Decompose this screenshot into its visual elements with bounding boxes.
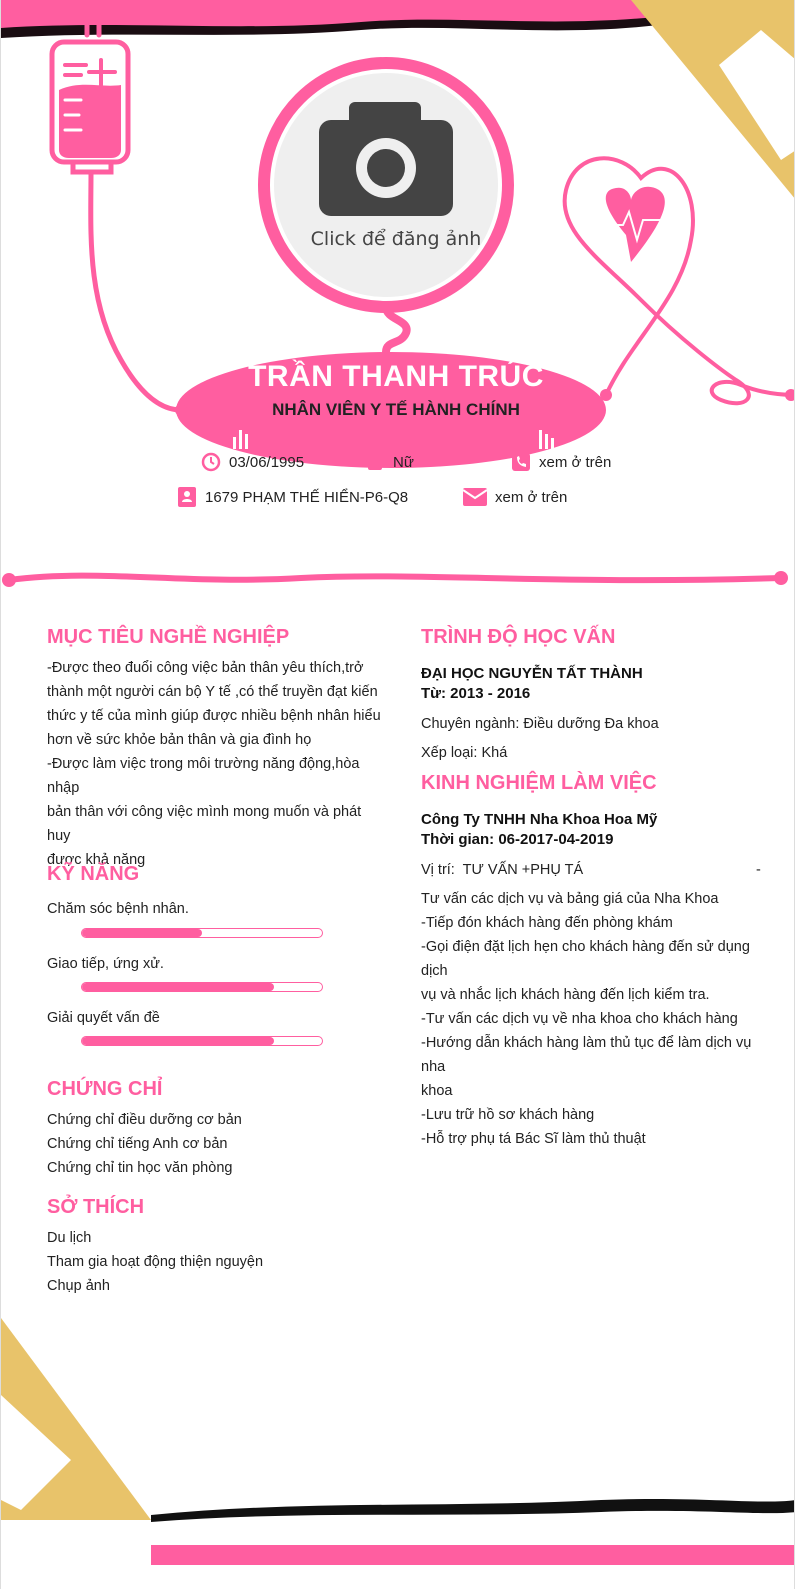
duty-line: Tư vấn các dịch vụ và bảng giá của Nha Khoa <box>421 891 719 907</box>
education-heading: TRÌNH ĐỘ HỌC VẤN <box>421 626 616 648</box>
objective-line: -Được theo đuổi công việc bản thân yêu thích,trở <box>47 660 364 676</box>
skill-label: Giao tiếp, ứng xử. <box>47 956 164 972</box>
list-item: Chụp ảnh <box>47 1278 110 1294</box>
skill-label: Giải quyết vấn đề <box>47 1010 160 1026</box>
email-info <box>463 487 567 507</box>
phone-value: xem ở trên <box>539 453 612 471</box>
list-item: Chứng chỉ tiếng Anh cơ bản <box>47 1136 228 1152</box>
contact-card-icon <box>177 487 197 507</box>
objective-line: thức y tế của mình giúp được nhiều bệnh nhân hiểu <box>47 708 381 724</box>
skill-bar <box>81 1036 323 1046</box>
education-major: Chuyên ngành: Điều dưỡng Đa khoa <box>421 716 659 732</box>
address-value: 1679 PHẠM THẾ HIỂN-P6-Q8 <box>205 488 409 506</box>
objective-line: bản thân với công việc mình mong muốn và phát huy <box>47 804 362 844</box>
skill-bar-fill <box>82 983 274 991</box>
objective-line: hơn về sức khỏe bản thân và gia đình họ <box>47 732 312 748</box>
birthday-info <box>201 452 304 472</box>
envelope-icon <box>463 487 487 507</box>
objective-text <box>47 656 387 872</box>
list-item: Tham gia hoạt động thiện nguyện <box>47 1254 264 1270</box>
gender-icon <box>365 452 385 472</box>
gender-info <box>365 452 414 472</box>
skill-bar-fill <box>82 1037 274 1045</box>
skill-bar <box>81 928 323 938</box>
duty-line: -Tư vấn các dịch vụ về nha khoa cho khách hàng <box>421 1011 738 1027</box>
candidate-name: TRẦN THANH TRÚC <box>248 360 544 393</box>
experience-duties <box>421 887 776 1151</box>
education-period: Từ: 2013 - 2016 <box>421 685 531 702</box>
duty-line: -Tiếp đón khách hàng đến phòng khám <box>421 915 673 931</box>
clock-icon <box>201 452 221 472</box>
experience-position: Vị trí: TƯ VẤN +PHỤ TÁ <box>421 862 584 878</box>
address-info <box>177 487 408 507</box>
school-name: ĐẠI HỌC NGUYỄN TẤT THÀNH <box>421 665 643 682</box>
experience-heading: KINH NGHIỆM LÀM VIỆC <box>421 772 657 794</box>
birthday-value: 03/06/1995 <box>229 453 305 471</box>
duty-line: -Lưu trữ hồ sơ khách hàng <box>421 1107 595 1123</box>
position-dash: - <box>756 862 761 878</box>
skill-label: Chăm sóc bệnh nhân. <box>47 901 189 917</box>
objective-line: thành một người cán bộ Y tế ,có thể truyền đạt kiến <box>47 684 378 700</box>
hobbies-heading: SỞ THÍCH <box>47 1196 145 1218</box>
objective-line: được khả năng <box>47 852 146 868</box>
duty-line: -Hỗ trợ phụ tá Bác Sĩ làm thủ thuật <box>421 1131 646 1147</box>
objective-heading: MỤC TIÊU NGHỀ NGHIỆP <box>47 626 290 648</box>
certificates-list <box>47 1108 242 1180</box>
candidate-title: NHÂN VIÊN Y TẾ HÀNH CHÍNH <box>272 400 520 419</box>
objective-line: -Được làm việc trong môi trường năng động,hòa nhập <box>47 756 360 796</box>
experience-period: Thời gian: 06-2017-04-2019 <box>421 831 614 848</box>
list-item: Chứng chỉ tin học văn phòng <box>47 1160 233 1176</box>
gender-value: Nữ <box>393 453 414 471</box>
duty-line: -Hướng dẫn khách hàng làm thủ tục để làm dịch vụ nha <box>421 1035 752 1075</box>
hobbies-list <box>47 1226 263 1298</box>
phone-icon <box>511 452 531 472</box>
certificates-heading: CHỨNG CHỈ <box>47 1078 163 1100</box>
duty-line: vụ và nhắc lịch khách hàng đến lịch kiểm tra. <box>421 987 710 1003</box>
phone-info <box>511 452 611 472</box>
list-item: Chứng chỉ điều dưỡng cơ bản <box>47 1112 242 1128</box>
skill-bar-fill <box>82 929 202 937</box>
company-name: Công Ty TNHH Nha Khoa Hoa Mỹ <box>421 811 658 828</box>
duty-line: -Gọi điện đặt lịch hẹn cho khách hàng đến sử dụng dịch <box>421 939 750 979</box>
email-value: xem ở trên <box>495 488 568 506</box>
list-item: Du lịch <box>47 1230 92 1246</box>
skill-bar <box>81 982 323 992</box>
education-rank: Xếp loại: Khá <box>421 745 508 761</box>
skills-heading: KỸ NĂNG <box>47 863 140 885</box>
photo-upload-label[interactable]: Click để đăng ảnh <box>310 228 482 250</box>
duty-line: khoa <box>421 1083 453 1099</box>
